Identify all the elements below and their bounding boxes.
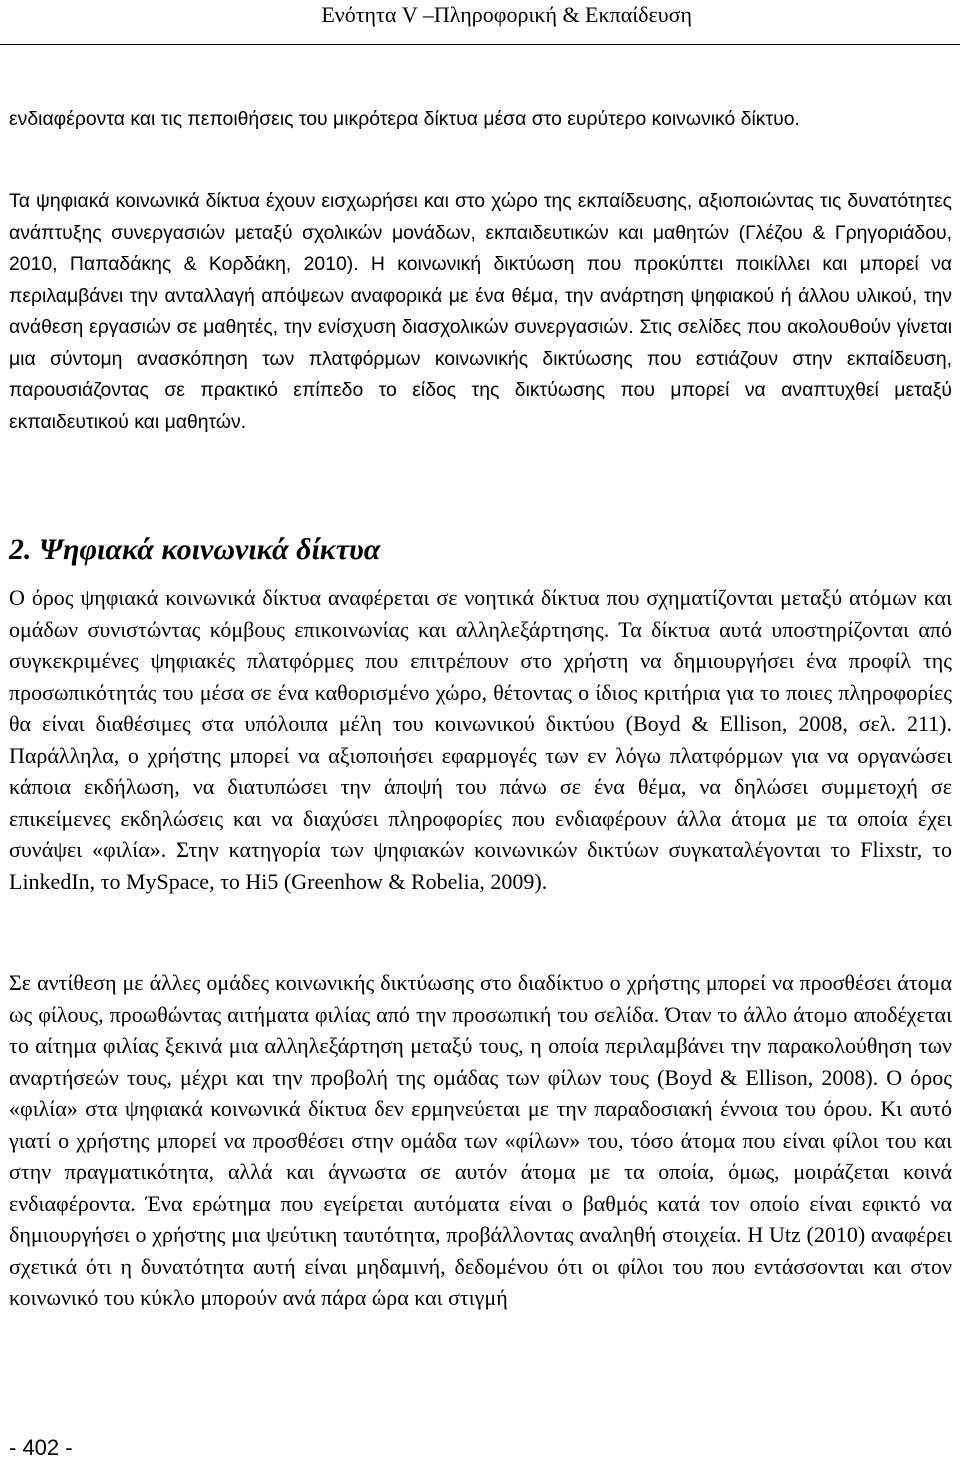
paragraph-friendship: Σε αντίθεση με άλλες ομάδες κοινωνικής δικτύωσης στο διαδίκτυο ο χρήστης μπορεί να προσθέσει άτομα ως φίλους, προωθώντας αιτήματα φιλίας από την προσωπική του σελίδα. Όταν το άλλο άτομο αποδέχεται το αίτημα φιλίας ξεκινά μια αλληλεξάρτηση μεταξύ τους, η οποία περιλαμβάνει την παρακολούθηση των αναρτήσεών τους, μέχρι και την προβολή της ομάδας των φίλων τους (Boyd & Ellison, 2008). Ο όρος «φιλία» στα ψηφιακά κοινωνικά δίκτυα δεν ερμηνεύεται με την παραδοσιακή έννοια του όρου. Κι αυτό γιατί ο χρήστης μπορεί να προσθέσει στην ομάδα των «φίλων» του, τόσο άτομα που είναι φίλοι του και στην πραγματικότητα, αλλά και άγνωστα σε αυτόν άτομα με τα οποία, όμως, μοιράζεται κοινά ενδιαφέροντα. Ένα ερώτημα που εγείρεται αυτόματα είναι ο βαθμός κατά τον οποίο είναι εφικτό να δημιουργήσει ο χρήστης μια ψεύτικη ταυτότητα, προβάλλοντας αναληθή στοιχεία. Η Utz (2010) αναφέρει σχετικά ότι η δυνατότητα αυτή είναι μηδαμινή, δεδομένου ότι οι φίλοι του που εντάσσονται και στον κοινωνικό του κύκλο μπορούν ανά πάρα ώρα και στιγμή	[9, 970, 952, 1310]
running-title: Ενότητα V –Πληροφορική & Εκπαίδευση	[321, 2, 692, 27]
paragraph-continuation: ενδιαφέροντα και τις πεποιθήσεις του μικρότερα δίκτυα μέσα στο ευρύτερο κοινωνικό δίκτυο.	[9, 108, 800, 130]
page-number: - 402 -	[9, 1435, 73, 1460]
page-header	[0, 0, 960, 45]
section-heading: 2. Ψηφιακά κοινωνικά δίκτυα	[9, 533, 381, 566]
paragraph-definition: Ο όρος ψηφιακά κοινωνικά δίκτυα αναφέρεται σε νοητικά δίκτυα που σχηματίζονται μεταξύ ατόμων και ομάδων συνιστώντας κόμβους επικοινωνίας και αλληλεξάρτησης. Τα δίκτυα αυτά υποστηρίζονται από συγκεκριμένες ψηφιακές πλατφόρμες που επιτρέπουν στο χρήστη να δημιουργήσει ένα προφίλ της προσωπικότητάς του μέσα σε ένα καθορισμένο χώρο, θέτοντας ο ίδιος κριτήρια για το ποιες πληροφορίες θα είναι διαθέσιμες στα υπόλοιπα μέλη του κοινωνικού δικτύου (Boyd & Ellison, 2008, σελ. 211). Παράλληλα, ο χρήστης μπορεί να αξιοποιήσει εφαρμογές των εν λόγω πλατφόρμων για να οργανώσει κάποια εκδήλωση, να διατυπώσει την άποψή του πάνω σε ένα θέμα, να δηλώσει συμμετοχή σε επικείμενες εκδηλώσεις και να διαχύσει πληροφορίες που ενδιαφέρουν άλλα άτομα με τα οποία έχει συνάψει «φιλία». Στην κατηγορία των ψηφιακών κοινωνικών δικτύων συγκαταλέγονται το Flixstr, το LinkedIn, το MySpace, το Hi5 (Greenhow & Robelia, 2009).	[9, 585, 952, 894]
paragraph-intro-education: Τα ψηφιακά κοινωνικά δίκτυα έχουν εισχωρήσει και στο χώρο της εκπαίδευσης, αξιοποιώντας τις δυνατότητες ανάπτυξης συνεργασιών μεταξύ σχολικών μονάδων, εκπαιδευτικών και μαθητών (Γλέζου & Γρηγοριάδου, 2010, Παπαδάκης & Κορδάκη, 2010). Η κοινωνική δικτύωση που προκύπτει ποικίλλει και μπορεί να περιλαμβάνει την ανταλλαγή απόψεων αναφορικά με ένα θέμα, την ανάρτηση ψηφιακού ή άλλου υλικού, την ανάθεση εργασιών σε μαθητές, την ενίσχυση διασχολικών συνεργασιών. Στις σελίδες που ακολουθούν γίνεται μια σύντομη ανασκόπηση των πλατφόρμων κοινωνικής δικτύωσης που εστιάζουν στην εκπαίδευση, παρουσιάζοντας σε πρακτικό επίπεδο το είδος της δικτύωσης που μπορεί να αναπτυχθεί μεταξύ εκπαιδευτικού και μαθητών.	[9, 190, 952, 433]
